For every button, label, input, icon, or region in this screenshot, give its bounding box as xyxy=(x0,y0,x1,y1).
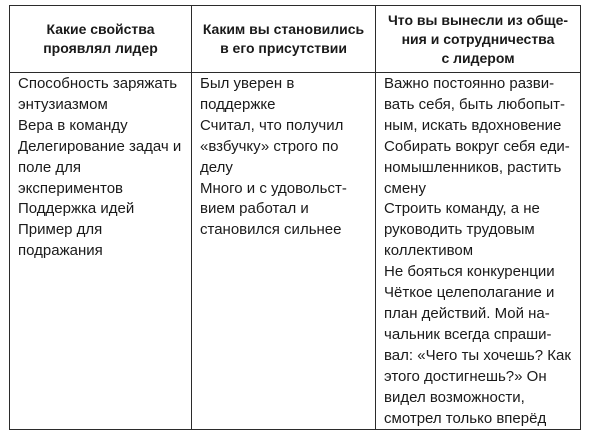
cell-line: Не бояться конкуренции xyxy=(384,263,555,281)
cell-line: энтузиазмом xyxy=(18,95,108,113)
header-lessons-learned xyxy=(376,6,581,73)
cell-line: вать себя, быть любопыт- xyxy=(384,95,565,113)
cell-line: Считал, что получил xyxy=(200,116,344,134)
cell-line: Много и с удовольст- xyxy=(200,179,347,197)
cell-line: Строить команду, а не xyxy=(384,200,540,218)
cell-line: поле для xyxy=(18,158,82,176)
cell-line: Делегирование задач и xyxy=(18,137,182,155)
header-line: Что вы вынесли из обще- xyxy=(387,11,569,28)
header-row xyxy=(10,6,581,73)
header-line: проявлял лидер xyxy=(43,40,158,56)
header-line: с лидером xyxy=(441,49,515,66)
cell-line: вал: «Чего ты хочешь? Как xyxy=(384,346,571,364)
cell-line: делу xyxy=(200,158,233,176)
header-line: Какие свойства xyxy=(46,21,155,37)
cell-lessons-learned xyxy=(376,73,581,430)
cell-line: смотрел только вперёд xyxy=(384,409,547,427)
cell-line: смену xyxy=(384,179,426,197)
leader-qualities-table xyxy=(9,5,581,430)
cell-line: Вера в команду xyxy=(18,116,128,134)
cell-line: Поддержка идей xyxy=(18,200,135,218)
header-line: в его присутствии xyxy=(220,40,347,56)
cell-line: этого достигнешь?» Он xyxy=(384,367,547,385)
cell-line: «взбучку» строго по xyxy=(200,137,339,155)
cell-line: поддержке xyxy=(200,95,276,113)
cell-line: Был уверен в xyxy=(200,75,295,92)
cell-line: коллективом xyxy=(384,242,474,260)
cell-line: Чёткое целеполагание и xyxy=(384,284,555,302)
cell-line: Важно постоянно разви- xyxy=(384,75,555,92)
cell-line: Собирать вокруг себя еди- xyxy=(384,137,570,155)
header-line: ния и сотрудничества xyxy=(401,30,555,47)
cell-line: видел возможности, xyxy=(384,388,525,406)
cell-line: ным, искать вдохновение xyxy=(384,116,562,134)
header-line: Каким вы становились xyxy=(202,21,365,37)
cell-line: чальник всегда спраши- xyxy=(384,325,552,343)
cell-line: номышленников, растить xyxy=(384,158,562,176)
table-row xyxy=(10,73,581,430)
cell-line: план действий. Мой на- xyxy=(384,304,550,322)
table-header xyxy=(10,6,581,73)
cell-line: руководить трудовым xyxy=(384,221,535,239)
cell-line: Способность заряжать xyxy=(18,75,178,92)
cell-line: подражания xyxy=(18,242,103,260)
cell-leader-qualities xyxy=(10,73,192,430)
cell-line: экспериментов xyxy=(18,179,124,197)
cell-line: становился сильнее xyxy=(200,221,342,239)
header-who-you-became xyxy=(192,6,376,73)
table-body xyxy=(10,73,581,430)
cell-line: вием работал и xyxy=(200,200,309,218)
cell-line: Пример для xyxy=(18,221,103,239)
header-leader-qualities xyxy=(10,6,192,73)
cell-who-you-became xyxy=(192,73,376,430)
